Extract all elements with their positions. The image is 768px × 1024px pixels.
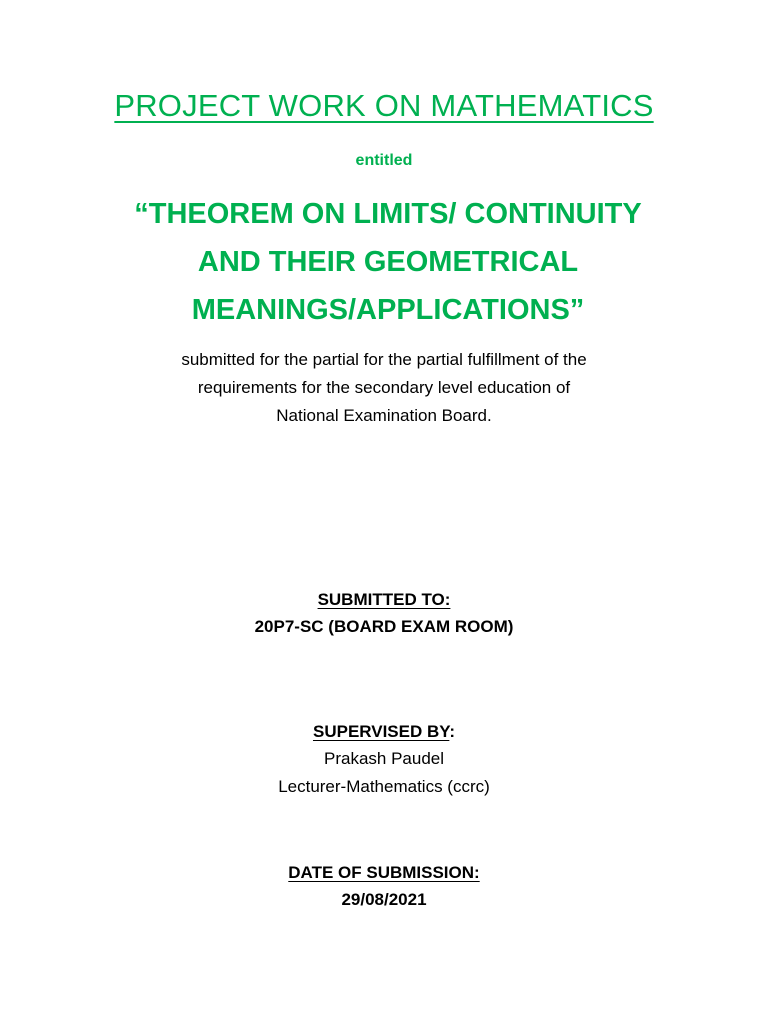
project-topic bbox=[4, 190, 768, 334]
project-title: PROJECT WORK ON MATHEMATICS bbox=[114, 88, 654, 123]
topic-line: “THEOREM ON LIMITS/ CONTINUITY bbox=[134, 198, 642, 230]
supervisor-name: Prakash Paudel bbox=[323, 749, 445, 768]
supervised-by-colon: : bbox=[449, 722, 456, 741]
supervised-by-heading bbox=[0, 719, 768, 745]
supervisor-details bbox=[0, 745, 768, 801]
topic-line: MEANINGS/APPLICATIONS” bbox=[191, 294, 585, 326]
submission-statement bbox=[0, 346, 768, 430]
submission-line: requirements for the secondary level education of bbox=[197, 378, 571, 397]
submitted-to-value: 20P7-SC (BOARD EXAM ROOM) bbox=[254, 617, 514, 636]
submission-line: National Examination Board. bbox=[276, 406, 492, 425]
supervisor-position: Lecturer-Mathematics (ccrc) bbox=[278, 777, 490, 796]
submitted-to-heading: SUBMITTED TO: bbox=[317, 590, 451, 609]
date-of-submission-heading: DATE OF SUBMISSION: bbox=[288, 863, 480, 882]
date-of-submission-value: 29/08/2021 bbox=[341, 890, 427, 909]
topic-line: AND THEIR GEOMETRICAL bbox=[197, 246, 579, 278]
supervised-by-label: SUPERVISED BY bbox=[312, 722, 450, 741]
submission-line: submitted for the partial for the partial fulfillment of the bbox=[181, 350, 587, 369]
entitled-label: entitled bbox=[355, 152, 413, 169]
